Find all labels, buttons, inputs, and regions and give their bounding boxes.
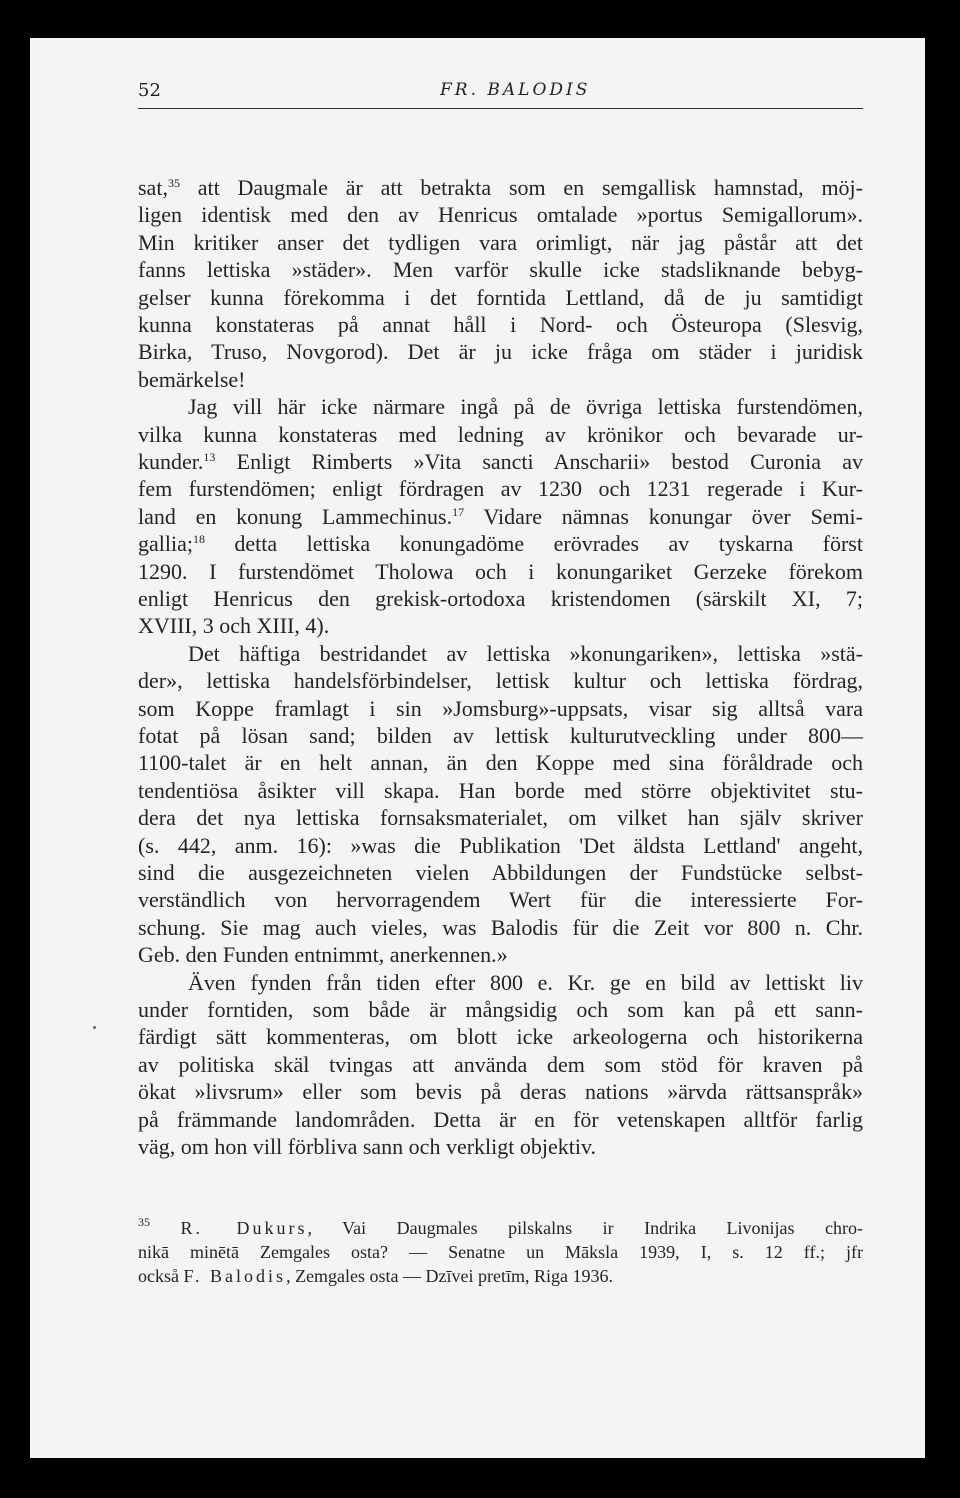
body-line (138, 1077, 863, 1106)
body-text-run: Även fynden från tiden efter 800 e. Kr. ge en bild av lettiskt liv (188, 969, 863, 995)
body-text-run: Vidare nämnas konungar över Semi- (464, 503, 863, 529)
body-line (138, 310, 863, 339)
body-line (138, 694, 863, 723)
body-line (138, 200, 863, 229)
body-line (138, 365, 863, 394)
body-text-run: under forntiden, som både är mångsidig och som kan på ett sann- (138, 997, 863, 1022)
body-line (138, 748, 863, 777)
footnote-reference: 18 (192, 532, 205, 547)
body-line (138, 584, 863, 613)
body-text-run: Birka, Truso, Novgorod). Det är ju icke fråga om städer i juridisk (138, 339, 863, 365)
body-text-run: färdigt sätt kommenteras, om blott icke arkeologerna och historikerna (138, 1024, 863, 1050)
body-line (138, 283, 863, 312)
body-text-run: Det häftiga bestridandet av lettiska »konungariken», lettiska »stä- (188, 640, 863, 666)
body-text-run: (s. 442, anm. 16): »was die Publikation 'Det äldsta Lettland' angeht, (138, 832, 863, 858)
body-line (138, 968, 863, 997)
body-line (138, 858, 863, 887)
page-number: 52 (138, 80, 161, 101)
footnote-author: R. Dukurs (180, 1218, 308, 1238)
footnote-reference: 35 (167, 176, 180, 190)
body-text-run: av politiska skäl tvingas att använda dem som stöd för kraven på (138, 1051, 863, 1077)
body-text-run: ökat »livsrum» eller som bevis på deras nations »ärvda rättsanspråk» (138, 1079, 863, 1105)
footnote-line (138, 1264, 863, 1288)
body-line (138, 913, 863, 942)
body-line (138, 557, 863, 586)
body-text-run: Jag vill här icke närmare ingå på de övriga lettiska furstendömen, (188, 394, 863, 420)
margin-dot (93, 1026, 96, 1029)
body-text-run: enligt Henricus den grekisk-ortodoxa kristendomen (särskilt XI, 7; (138, 586, 863, 611)
body-text-run: verständlich von hervorragendem Wert für die interessierte For- (138, 887, 863, 913)
body-text-run: på främmande landområden. Detta är en för vetenskapen alltför farlig (138, 1106, 863, 1132)
body-text-run: der», lettiska handelsförbindelser, lettisk kultur och lettiska fördrag, (138, 668, 863, 694)
body-line (138, 639, 863, 668)
footnote-line (138, 1240, 863, 1264)
body-text-run: sat, (138, 175, 168, 200)
body-line (138, 474, 863, 503)
body-text-run: 1290. I furstendömet Tholowa och i konungariket Gerzeke förekom (138, 558, 863, 584)
body-text-run: sind die ausgezeichneten vielen Abbildungen der Fundstücke selbst- (138, 860, 863, 885)
body-line (138, 447, 863, 476)
page-header (138, 76, 863, 109)
body-line (138, 502, 863, 531)
body-line (138, 885, 863, 914)
body-line (138, 392, 863, 421)
body-text-run: 1100-talet är en helt annan, än den Koppe med sina föråldrade och (138, 750, 863, 776)
body-line (138, 721, 863, 750)
body-line (138, 420, 863, 449)
body-text-run: gelser kunna förekomma i det forntida Lettland, då de ju samtidigt (138, 284, 863, 310)
footnote-text: nikā minētā Zemgales osta? — Senatne un Māksla 1939, I, s. 12 ff.; jfr (138, 1242, 863, 1262)
body-line (138, 337, 863, 366)
body-text-run: fotat på lösan sand; bilden av lettisk kulturutveckling under 800— (138, 723, 863, 748)
footnote-line (138, 1216, 863, 1240)
body-line (138, 803, 863, 832)
body-text-run: bemärkelse! (138, 366, 246, 392)
body-line (138, 1022, 863, 1051)
footnote-marker: 35 (138, 1215, 150, 1229)
body-text-run: som Koppe framlagt i sin »Jomsburg»-uppsats, visar sig alltså vara (138, 695, 863, 721)
footnote-text: också (138, 1266, 184, 1286)
footnote-author: F. Balodis (183, 1266, 287, 1286)
body-line (138, 228, 863, 257)
body-line (138, 255, 863, 284)
body-text-run: detta lettiska konungadöme erövrades av tyskarna först (204, 531, 863, 557)
body-text-run: land en konung Lammechinus. (138, 503, 453, 529)
body-text-run: gallia; (138, 531, 193, 557)
body-text-run: fanns lettiska »städer». Men varför skulle icke stadsliknande bebyg- (138, 257, 863, 283)
body-text-run: Min kritiker anser det tydligen vara orimligt, när jag påstår att det (138, 229, 863, 255)
body-text-run: vilka kunna konstateras med ledning av krönikor och bevarade ur- (138, 421, 863, 447)
body-line (138, 1105, 863, 1134)
body-text-run: XVIII, 3 och XIII, 4). (138, 613, 330, 639)
body-text-run: väg, om hon vill förbliva sann och verkligt objektiv. (138, 1134, 597, 1159)
footnote-text: , Zemgales osta — Dzīvei pretīm, Riga 1936. (286, 1266, 613, 1286)
body-text-run: Geb. den Funden entnimmt, anerkennen.» (138, 942, 508, 968)
body-text-run: tendentiösa åsikter vill skapa. Han borde med större objektivitet stu- (138, 777, 863, 803)
footnote-reference: 13 (203, 450, 216, 464)
body-line (138, 666, 863, 695)
body-line (138, 1132, 863, 1161)
footnote-reference: 17 (452, 504, 465, 519)
body-text-run: schung. Sie mag auch vieles, was Balodis für die Zeit vor 800 n. Chr. (138, 914, 863, 940)
body-text-run: kunna konstateras på annat håll i Nord- och Östeuropa (Slesvig, (138, 312, 863, 337)
body-line (138, 940, 863, 969)
body-text-run: dera det nya lettiska fornsaksmaterialet, om vilket han själv skriver (138, 805, 863, 831)
body-line (138, 995, 863, 1024)
body-text-run: fem furstendömen; enligt fördragen av 1230 och 1231 regerade i Kur- (138, 476, 863, 502)
body-line (138, 173, 863, 202)
body-text-run: Enligt Rimberts »Vita sancti Anscharii» bestod Curonia av (215, 449, 863, 474)
body-line (138, 831, 863, 860)
body-text-run: ligen identisk med den av Henricus omtalade »portus Semigallorum». (138, 202, 863, 228)
body-line (138, 529, 863, 558)
body-text-run: kunder. (138, 449, 204, 474)
body-line (138, 776, 863, 805)
body-text-run: att Daugmale är att betrakta som en semgallisk hamnstad, möj- (179, 175, 863, 200)
body-line (138, 1050, 863, 1079)
footnote-text: , Vai Daugmales pilskalns ir Indrika Livonijas chro- (307, 1218, 864, 1238)
running-head: FR. BALODIS (440, 80, 591, 100)
body-line (138, 611, 863, 640)
